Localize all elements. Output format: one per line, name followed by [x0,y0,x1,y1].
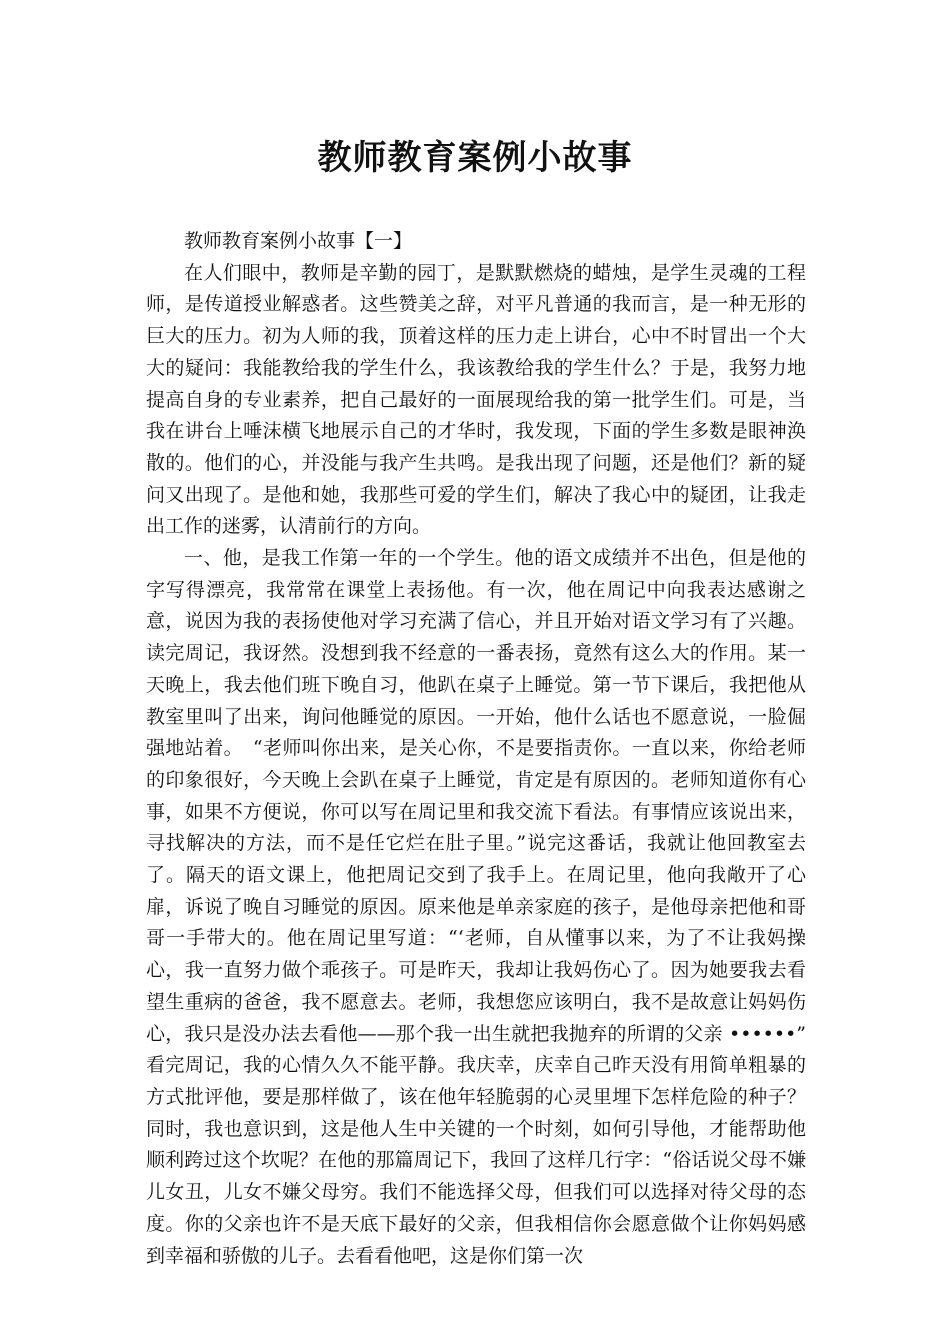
document-body [146,226,826,1272]
section-heading: 教师教育案例小故事【一】 [184,230,413,252]
paragraph-story-one: 一、他，是我工作第一年的一个学生。他的语文成绩并不出色，但是他的字写得漂亮，我常常在课堂上表扬他。有一次，他在周记中向我表达感谢之意，说因为我的表扬使他对学习充满了信心，并且开始对语文学习有了兴趣。读完周记，我讶然。没想到我不经意的一番表扬，竟然有这么大的作用。某一天晚上，我去他们班下晚自习，他趴在桌子上睡觉。第一节下课后，我把他从教室里叫了出来，询问他睡觉的原因。一开始，他什么话也不愿意说，一脸倔强地站着。 “老师叫你出来，是关心你，不是要指责你。一直以来，你给老师的印象很好，今天晚上会趴在桌子上睡觉，肯定是有原因的。老师知道你有心事，如果不方便说，你可以写在周记里和我交流下看法。有事情应该说出来，寻找解决的方法，而不是任它烂在肚子里。”说完这番话，我就让他回教室去了。隔天的语文课上，他把周记交到了我手上。在周记里，他向我敞开了心扉，诉说了晚自习睡觉的原因。原来他是单亲家庭的孩子，是他母亲把他和哥哥一手带大的。他在周记里写道：“‘老师，自从懂事以来，为了不让我妈操心，我一直努力做个乖孩子。可是昨天，我却让我妈伤心了。因为她要我去看望生重病的爸爸，我不愿意去。老师，我想您应该明白，我不是故意让妈妈伤心，我只是没办法去看他——那个我一出生就把我抛弃的所谓的父亲 ••••••” 看完周记，我的心情久久不能平静。我庆幸，庆幸自己昨天没有用简单粗暴的方式批评他，要是那样做了，该在他年轻脆弱的心灵里埋下怎样危险的种子？同时，我也意识到，这是他人生中关键的一个时刻，如何引导他，才能帮助他顺利跨过这个坎呢？在他的那篇周记下，我回了这样几行字：“俗话说父母不嫌儿女丑，儿女不嫌父母穷。我们不能选择父母，但我们可以选择对待父母的态度。你的父亲也许不是天底下最好的父亲，但我相信你会愿意做个让你妈妈感到幸福和骄傲的儿子。去看看他吧，这是你们第一次 [146,547,826,1267]
paragraph-intro: 在人们眼中，教师是辛勤的园丁，是默默燃烧的蜡烛，是学生灵魂的工程师，是传道授业解惑者。这些赞美之辞，对平凡普通的我而言，是一种无形的巨大的压力。初为人师的我，顶着这样的压力走上讲台，心中不时冒出一个大大的疑问：我能教给我的学生什么，我该教给我的学生什么？于是，我努力地提高自身的专业素养，把自己最好的一面展现给我的第一批学生们。可是，当我在讲台上唾沫横飞地展示自己的才华时，我发现，下面的学生多数是眼神涣散的。他们的心，并没能与我产生共鸣。是我出现了问题，还是他们？新的疑问又出现了。是他和她，我那些可爱的学生们，解决了我心中的疑团，让我走出工作的迷雾，认清前行的方向。 [146,261,806,538]
document-title: 教师教育案例小故事 [317,138,633,178]
